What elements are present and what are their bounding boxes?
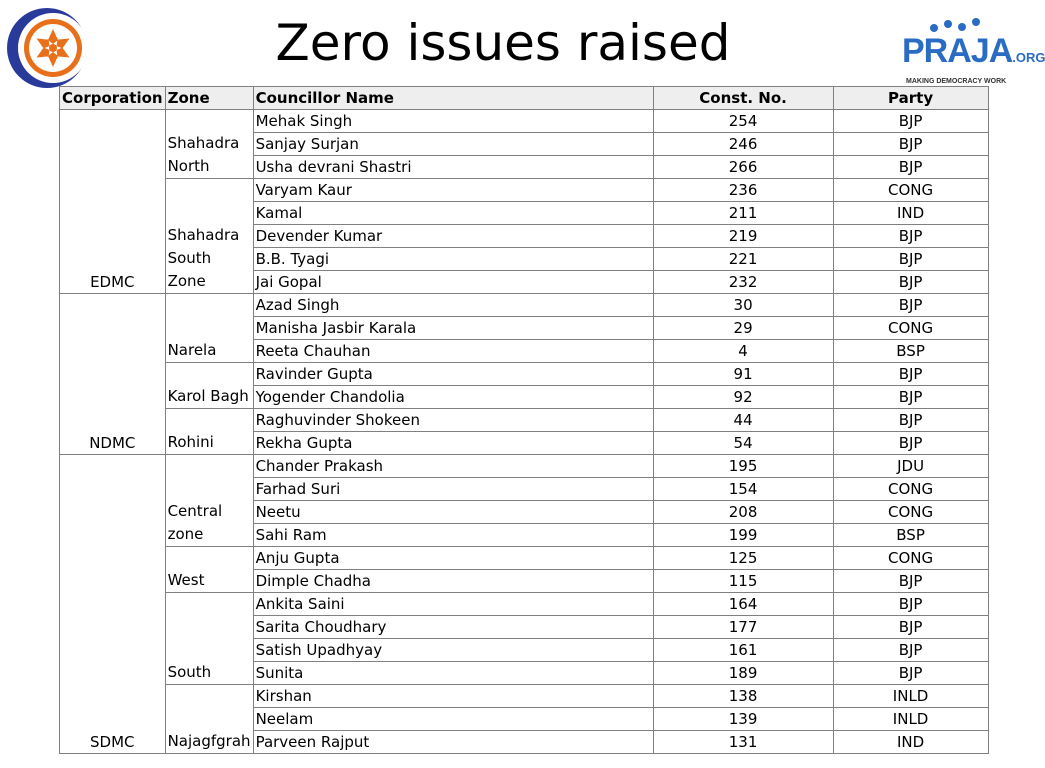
- zone-label: Shahadra: [167, 134, 240, 152]
- party-cell: BJP: [833, 593, 988, 616]
- councillor-name-cell: Ravinder Gupta: [253, 363, 653, 386]
- table-row: [60, 547, 989, 570]
- party-cell: BJP: [833, 409, 988, 432]
- party-cell: BJP: [833, 248, 988, 271]
- party-cell: IND: [833, 731, 988, 754]
- councillor-table: [59, 86, 989, 754]
- zone-label: South Zone: [167, 249, 212, 290]
- councillor-name-cell: Anju Gupta: [253, 547, 653, 570]
- party-cell: BJP: [833, 570, 988, 593]
- zone-cell: [165, 409, 253, 455]
- party-cell: BJP: [833, 133, 988, 156]
- const-no-cell: 92: [653, 386, 833, 409]
- party-cell: BJP: [833, 386, 988, 409]
- party-cell: BSP: [833, 524, 988, 547]
- councillor-name-cell: Manisha Jasbir Karala: [253, 317, 653, 340]
- councillor-name-cell: Farhad Suri: [253, 478, 653, 501]
- party-cell: CONG: [833, 547, 988, 570]
- party-cell: CONG: [833, 478, 988, 501]
- councillor-name-cell: Chander Prakash: [253, 455, 653, 478]
- zone-cell: [165, 294, 253, 363]
- table-row: [60, 685, 989, 708]
- councillor-name-cell: Dimple Chadha: [253, 570, 653, 593]
- councillor-name-cell: Devender Kumar: [253, 225, 653, 248]
- zone-label: West: [167, 571, 205, 589]
- zone-label: Najagfgrah: [167, 732, 251, 750]
- const-no-cell: 161: [653, 639, 833, 662]
- const-no-cell: 246: [653, 133, 833, 156]
- zone-label: Narela: [167, 341, 217, 359]
- councillor-name-cell: Satish Upadhyay: [253, 639, 653, 662]
- corporation-emblem-logo: [2, 3, 90, 91]
- party-cell: INLD: [833, 685, 988, 708]
- councillor-name-cell: Kirshan: [253, 685, 653, 708]
- councillor-name-cell: Raghuvinder Shokeen: [253, 409, 653, 432]
- const-no-cell: 219: [653, 225, 833, 248]
- councillor-name-cell: Parveen Rajput: [253, 731, 653, 754]
- councillor-name-cell: B.B. Tyagi: [253, 248, 653, 271]
- const-no-cell: 29: [653, 317, 833, 340]
- const-no-cell: 139: [653, 708, 833, 731]
- party-cell: CONG: [833, 317, 988, 340]
- councillor-name-cell: Sanjay Surjan: [253, 133, 653, 156]
- party-cell: BSP: [833, 340, 988, 363]
- table-row: [60, 409, 989, 432]
- zone-cell: [165, 110, 253, 179]
- councillor-name-cell: Azad Singh: [253, 294, 653, 317]
- page-title: Zero issues raised: [275, 14, 731, 72]
- const-no-cell: 254: [653, 110, 833, 133]
- party-cell: CONG: [833, 501, 988, 524]
- const-no-cell: 266: [653, 156, 833, 179]
- const-no-cell: 232: [653, 271, 833, 294]
- party-cell: IND: [833, 202, 988, 225]
- const-no-cell: 211: [653, 202, 833, 225]
- header-councillor-name: Councillor Name: [253, 87, 653, 110]
- const-no-cell: 208: [653, 501, 833, 524]
- const-no-cell: 177: [653, 616, 833, 639]
- zone-cell: [165, 455, 253, 547]
- councillor-name-cell: Usha devrani Shastri: [253, 156, 653, 179]
- const-no-cell: 195: [653, 455, 833, 478]
- councillor-name-cell: Jai Gopal: [253, 271, 653, 294]
- party-cell: BJP: [833, 156, 988, 179]
- zone-label: Karol Bagh: [167, 387, 249, 405]
- table-header-row: [60, 87, 989, 110]
- party-cell: INLD: [833, 708, 988, 731]
- councillor-name-cell: Sarita Choudhary: [253, 616, 653, 639]
- councillor-name-cell: Neetu: [253, 501, 653, 524]
- praja-logo-suffix: .ORG: [1012, 50, 1045, 65]
- party-cell: BJP: [833, 225, 988, 248]
- const-no-cell: 54: [653, 432, 833, 455]
- councillor-name-cell: Yogender Chandolia: [253, 386, 653, 409]
- party-cell: JDU: [833, 455, 988, 478]
- zone-label: Shahadra: [167, 226, 240, 244]
- zone-label: North: [167, 157, 210, 175]
- const-no-cell: 189: [653, 662, 833, 685]
- councillor-name-cell: Reeta Chauhan: [253, 340, 653, 363]
- zone-label: South: [167, 663, 212, 681]
- const-no-cell: 4: [653, 340, 833, 363]
- const-no-cell: 138: [653, 685, 833, 708]
- councillor-name-cell: Rekha Gupta: [253, 432, 653, 455]
- const-no-cell: 125: [653, 547, 833, 570]
- party-cell: BJP: [833, 616, 988, 639]
- party-cell: BJP: [833, 639, 988, 662]
- zone-label: zone: [167, 525, 204, 543]
- zone-cell: [165, 547, 253, 593]
- corporation-cell: NDMC: [60, 294, 166, 455]
- zone-cell: [165, 593, 253, 685]
- const-no-cell: 221: [653, 248, 833, 271]
- councillor-name-cell: Ankita Saini: [253, 593, 653, 616]
- zone-cell: [165, 363, 253, 409]
- councillor-name-cell: Kamal: [253, 202, 653, 225]
- zone-cell: [165, 685, 253, 754]
- header-corporation: Corporation: [60, 87, 166, 110]
- councillor-name-cell: Neelam: [253, 708, 653, 731]
- corporation-cell: SDMC: [60, 455, 166, 754]
- party-cell: CONG: [833, 179, 988, 202]
- party-cell: BJP: [833, 363, 988, 386]
- const-no-cell: 44: [653, 409, 833, 432]
- party-cell: BJP: [833, 294, 988, 317]
- party-cell: BJP: [833, 432, 988, 455]
- zone-label: Central: [167, 502, 223, 520]
- zone-cell: [165, 179, 253, 294]
- const-no-cell: 236: [653, 179, 833, 202]
- const-no-cell: 199: [653, 524, 833, 547]
- praja-tagline: MAKING DEMOCRACY WORK: [906, 78, 1007, 85]
- party-cell: BJP: [833, 662, 988, 685]
- header-zone: Zone: [165, 87, 253, 110]
- councillor-name-cell: Varyam Kaur: [253, 179, 653, 202]
- const-no-cell: 30: [653, 294, 833, 317]
- const-no-cell: 91: [653, 363, 833, 386]
- const-no-cell: 164: [653, 593, 833, 616]
- councillor-name-cell: Sunita: [253, 662, 653, 685]
- table-row: [60, 593, 989, 616]
- corporation-cell: EDMC: [60, 110, 166, 294]
- table-row: [60, 294, 989, 317]
- table-row: [60, 455, 989, 478]
- header-const-no: Const. No.: [653, 87, 833, 110]
- party-cell: BJP: [833, 271, 988, 294]
- header-party: Party: [833, 87, 988, 110]
- const-no-cell: 154: [653, 478, 833, 501]
- const-no-cell: 115: [653, 570, 833, 593]
- table-row: [60, 179, 989, 202]
- praja-logo-text: PRAJA: [902, 32, 1013, 70]
- table-row: [60, 363, 989, 386]
- praja-logo: [902, 18, 1045, 94]
- table-row: [60, 110, 989, 133]
- councillor-name-cell: Mehak Singh: [253, 110, 653, 133]
- const-no-cell: 131: [653, 731, 833, 754]
- zone-label: Rohini: [167, 433, 214, 451]
- councillor-name-cell: Sahi Ram: [253, 524, 653, 547]
- party-cell: BJP: [833, 110, 988, 133]
